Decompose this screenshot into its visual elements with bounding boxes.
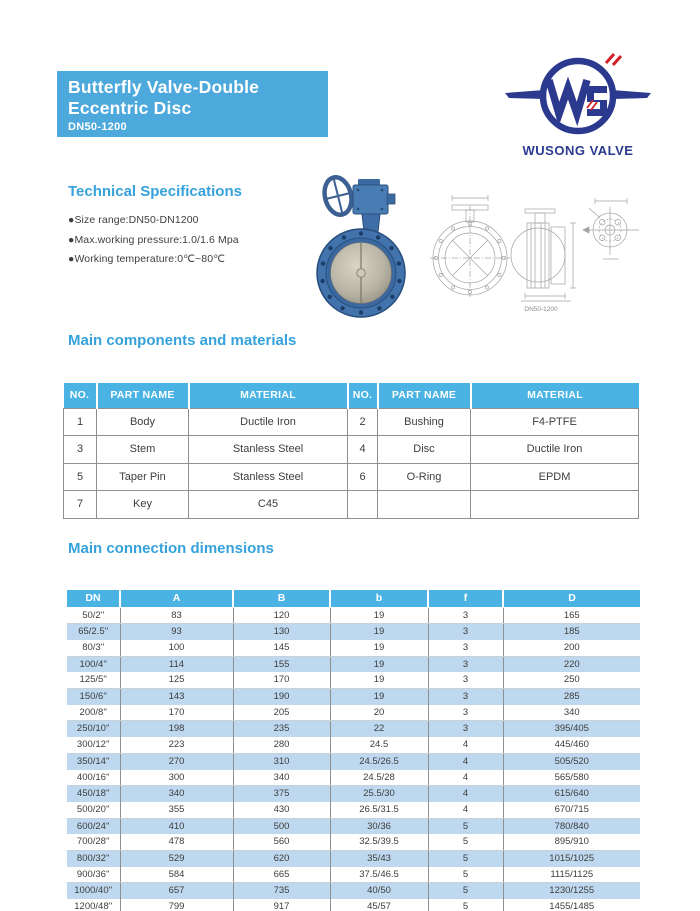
- table-cell: 150/6'': [67, 689, 120, 705]
- specs-list: [68, 211, 239, 270]
- wusong-logo-icon: [503, 50, 653, 142]
- drawing-side-view: [511, 209, 576, 301]
- table-cell: 560: [233, 834, 330, 850]
- table-cell: 665: [233, 867, 330, 883]
- table-cell: 340: [503, 705, 640, 721]
- table-cell: 340: [233, 770, 330, 786]
- table-cell: 1000/40'': [67, 883, 120, 899]
- table-cell: 35/43: [330, 851, 428, 867]
- table-cell: [378, 491, 471, 519]
- table-cell: 19: [330, 689, 428, 705]
- column-header: MATERIAL: [189, 383, 348, 408]
- table-cell: 143: [120, 689, 233, 705]
- table-cell: 4: [428, 753, 503, 769]
- table-cell: 285: [503, 689, 640, 705]
- table-cell: 24.5/28: [330, 770, 428, 786]
- table-cell: 198: [120, 721, 233, 737]
- table-cell: 5: [428, 867, 503, 883]
- table-cell: 5: [428, 834, 503, 850]
- table-cell: 1200/48'': [67, 899, 120, 911]
- table-cell: 1230/1255: [503, 883, 640, 899]
- table-cell: 45/57: [330, 899, 428, 911]
- table-cell: 223: [120, 737, 233, 753]
- column-header: B: [233, 590, 330, 607]
- column-header: PART NAME: [378, 383, 471, 408]
- table-row: [67, 818, 640, 834]
- table-cell: 3: [428, 607, 503, 624]
- table-cell: 24.5: [330, 737, 428, 753]
- table-cell: 3: [428, 624, 503, 640]
- table-cell: 1: [64, 408, 97, 436]
- table-cell: Key: [97, 491, 189, 519]
- table-cell: 3: [428, 705, 503, 721]
- table-cell: 280: [233, 737, 330, 753]
- table-cell: 20: [330, 705, 428, 721]
- table-cell: 26.5/31.5: [330, 802, 428, 818]
- table-row: [64, 491, 639, 519]
- column-header: D: [503, 590, 640, 607]
- table-cell: 83: [120, 607, 233, 624]
- table-cell: 500: [233, 818, 330, 834]
- table-cell: 895/910: [503, 834, 640, 850]
- table-row: [67, 721, 640, 737]
- table-row: [64, 408, 639, 436]
- table-cell: 19: [330, 640, 428, 656]
- page-subtitle-size-range: DN50-1200: [68, 121, 127, 133]
- table-cell: 25.5/30: [330, 786, 428, 802]
- table-cell: Ductile Iron: [471, 436, 639, 464]
- table-row: [64, 463, 639, 491]
- table-cell: [348, 491, 378, 519]
- header-banner: [57, 71, 328, 137]
- table-cell: 5: [428, 818, 503, 834]
- table-cell: 170: [120, 705, 233, 721]
- table-cell: 3: [428, 640, 503, 656]
- table-cell: Stanless Steel: [189, 436, 348, 464]
- table-cell: Taper Pin: [97, 463, 189, 491]
- table-cell: 657: [120, 883, 233, 899]
- table-cell: 4: [428, 770, 503, 786]
- table-cell: 40/50: [330, 883, 428, 899]
- table-cell: 900/36'': [67, 867, 120, 883]
- table-cell: 220: [503, 656, 640, 672]
- table-cell: 6: [348, 463, 378, 491]
- components-header-row: [64, 383, 639, 408]
- table-cell: 30/36: [330, 818, 428, 834]
- table-cell: 350/14'': [67, 753, 120, 769]
- table-cell: 80/3'': [67, 640, 120, 656]
- column-header: DN: [67, 590, 120, 607]
- table-cell: 24.5/26.5: [330, 753, 428, 769]
- table-cell: 37.5/46.5: [330, 867, 428, 883]
- table-row: [67, 899, 640, 911]
- table-cell: 5: [428, 899, 503, 911]
- table-cell: 565/580: [503, 770, 640, 786]
- page-title-line1: Butterfly Valve-Double: [68, 77, 260, 97]
- table-cell: Disc: [378, 436, 471, 464]
- specs-section-title: Technical Specifications: [68, 183, 242, 200]
- table-cell: 165: [503, 607, 640, 624]
- table-cell: 340: [120, 786, 233, 802]
- table-row: [67, 689, 640, 705]
- table-cell: Bushing: [378, 408, 471, 436]
- table-cell: 3: [428, 672, 503, 688]
- table-row: [67, 656, 640, 672]
- table-cell: 478: [120, 834, 233, 850]
- table-cell: 735: [233, 883, 330, 899]
- table-cell: 250/10'': [67, 721, 120, 737]
- table-cell: 19: [330, 672, 428, 688]
- table-cell: 5: [64, 463, 97, 491]
- table-cell: 200/8'': [67, 705, 120, 721]
- table-cell: Ductile Iron: [189, 408, 348, 436]
- column-header: f: [428, 590, 503, 607]
- table-row: [67, 770, 640, 786]
- table-cell: 450/18'': [67, 786, 120, 802]
- table-cell: 5: [428, 851, 503, 867]
- table-row: [67, 737, 640, 753]
- dimensions-section-title: Main connection dimensions: [68, 540, 274, 557]
- table-cell: 155: [233, 656, 330, 672]
- table-cell: 250: [503, 672, 640, 688]
- table-cell: 799: [120, 899, 233, 911]
- table-row: [67, 786, 640, 802]
- table-cell: 410: [120, 818, 233, 834]
- table-cell: 100/4'': [67, 656, 120, 672]
- table-cell: F4-PTFE: [471, 408, 639, 436]
- table-cell: 50/2'': [67, 607, 120, 624]
- table-cell: 125: [120, 672, 233, 688]
- table-cell: 19: [330, 624, 428, 640]
- table-cell: 93: [120, 624, 233, 640]
- table-cell: 700/28'': [67, 834, 120, 850]
- table-cell: 235: [233, 721, 330, 737]
- table-cell: 114: [120, 656, 233, 672]
- brand-name: WUSONG VALVE: [522, 143, 634, 158]
- column-header: b: [330, 590, 428, 607]
- table-cell: 7: [64, 491, 97, 519]
- table-row: [67, 607, 640, 624]
- table-cell: 200: [503, 640, 640, 656]
- table-cell: 19: [330, 656, 428, 672]
- spec-item-pressure: ●Max.working pressure:1.0/1.6 Mpa: [68, 233, 239, 246]
- table-row: [67, 640, 640, 656]
- table-row: [64, 436, 639, 464]
- table-cell: 120: [233, 607, 330, 624]
- table-cell: 395/405: [503, 721, 640, 737]
- table-cell: [471, 491, 639, 519]
- table-cell: 310: [233, 753, 330, 769]
- table-row: [67, 851, 640, 867]
- column-header: PART NAME: [97, 383, 189, 408]
- table-row: [67, 624, 640, 640]
- table-cell: 505/520: [503, 753, 640, 769]
- table-cell: 185: [503, 624, 640, 640]
- table-cell: 4: [428, 786, 503, 802]
- table-cell: Body: [97, 408, 189, 436]
- table-row: [67, 672, 640, 688]
- table-cell: 500/20'': [67, 802, 120, 818]
- dimensions-header-row: [67, 590, 640, 607]
- table-cell: 3: [428, 721, 503, 737]
- table-cell: 800/32'': [67, 851, 120, 867]
- table-cell: C45: [189, 491, 348, 519]
- spec-item-temperature: ●Working temperature:0℃~80℃: [68, 253, 226, 265]
- table-cell: 620: [233, 851, 330, 867]
- table-cell: 1455/1485: [503, 899, 640, 911]
- table-cell: 670/715: [503, 802, 640, 818]
- table-cell: 600/24'': [67, 818, 120, 834]
- table-cell: 1115/1125: [503, 867, 640, 883]
- drawing-flange-view: [583, 198, 639, 259]
- table-cell: 4: [428, 737, 503, 753]
- table-row: [67, 753, 640, 769]
- dimensions-table: [67, 590, 640, 911]
- table-cell: 170: [233, 672, 330, 688]
- table-cell: 375: [233, 786, 330, 802]
- table-cell: 205: [233, 705, 330, 721]
- table-cell: 300/12'': [67, 737, 120, 753]
- table-cell: 5: [428, 883, 503, 899]
- column-header: NO.: [64, 383, 97, 408]
- table-cell: 125/5'': [67, 672, 120, 688]
- table-cell: 19: [330, 607, 428, 624]
- table-cell: 445/460: [503, 737, 640, 753]
- valve-product-photo: [298, 170, 426, 320]
- table-cell: 4: [428, 802, 503, 818]
- column-header: A: [120, 590, 233, 607]
- table-cell: 1015/1025: [503, 851, 640, 867]
- table-row: [67, 883, 640, 899]
- table-cell: O-Ring: [378, 463, 471, 491]
- table-cell: 130: [233, 624, 330, 640]
- table-cell: 2: [348, 408, 378, 436]
- table-cell: 400/16'': [67, 770, 120, 786]
- table-cell: 270: [120, 753, 233, 769]
- table-cell: 65/2.5'': [67, 624, 120, 640]
- table-cell: 32.5/39.5: [330, 834, 428, 850]
- table-cell: 300: [120, 770, 233, 786]
- table-cell: EPDM: [471, 463, 639, 491]
- table-cell: 355: [120, 802, 233, 818]
- table-cell: 615/640: [503, 786, 640, 802]
- table-row: [67, 705, 640, 721]
- column-header: MATERIAL: [471, 383, 639, 408]
- table-cell: Stanless Steel: [189, 463, 348, 491]
- components-section-title: Main components and materials: [68, 332, 297, 349]
- table-cell: 190: [233, 689, 330, 705]
- table-row: [67, 802, 640, 818]
- table-cell: 3: [428, 656, 503, 672]
- table-cell: 3: [428, 689, 503, 705]
- table-cell: 780/840: [503, 818, 640, 834]
- table-cell: 100: [120, 640, 233, 656]
- table-row: [67, 867, 640, 883]
- table-cell: 917: [233, 899, 330, 911]
- table-cell: 529: [120, 851, 233, 867]
- table-cell: 430: [233, 802, 330, 818]
- table-cell: Stem: [97, 436, 189, 464]
- drawing-caption: DN50-1200: [524, 306, 558, 313]
- table-cell: 22: [330, 721, 428, 737]
- spec-item-size-range: ●Size range:DN50-DN1200: [68, 214, 199, 226]
- column-header: NO.: [348, 383, 378, 408]
- handwheel-icon: [321, 174, 355, 217]
- table-cell: 3: [64, 436, 97, 464]
- brand-logo: [503, 50, 653, 158]
- technical-drawings: [425, 185, 677, 320]
- table-row: [67, 834, 640, 850]
- table-cell: 584: [120, 867, 233, 883]
- page-title-line2: Eccentric Disc: [68, 98, 192, 118]
- table-cell: 4: [348, 436, 378, 464]
- components-table: [63, 383, 639, 519]
- drawing-front-view: [430, 195, 639, 301]
- table-cell: 145: [233, 640, 330, 656]
